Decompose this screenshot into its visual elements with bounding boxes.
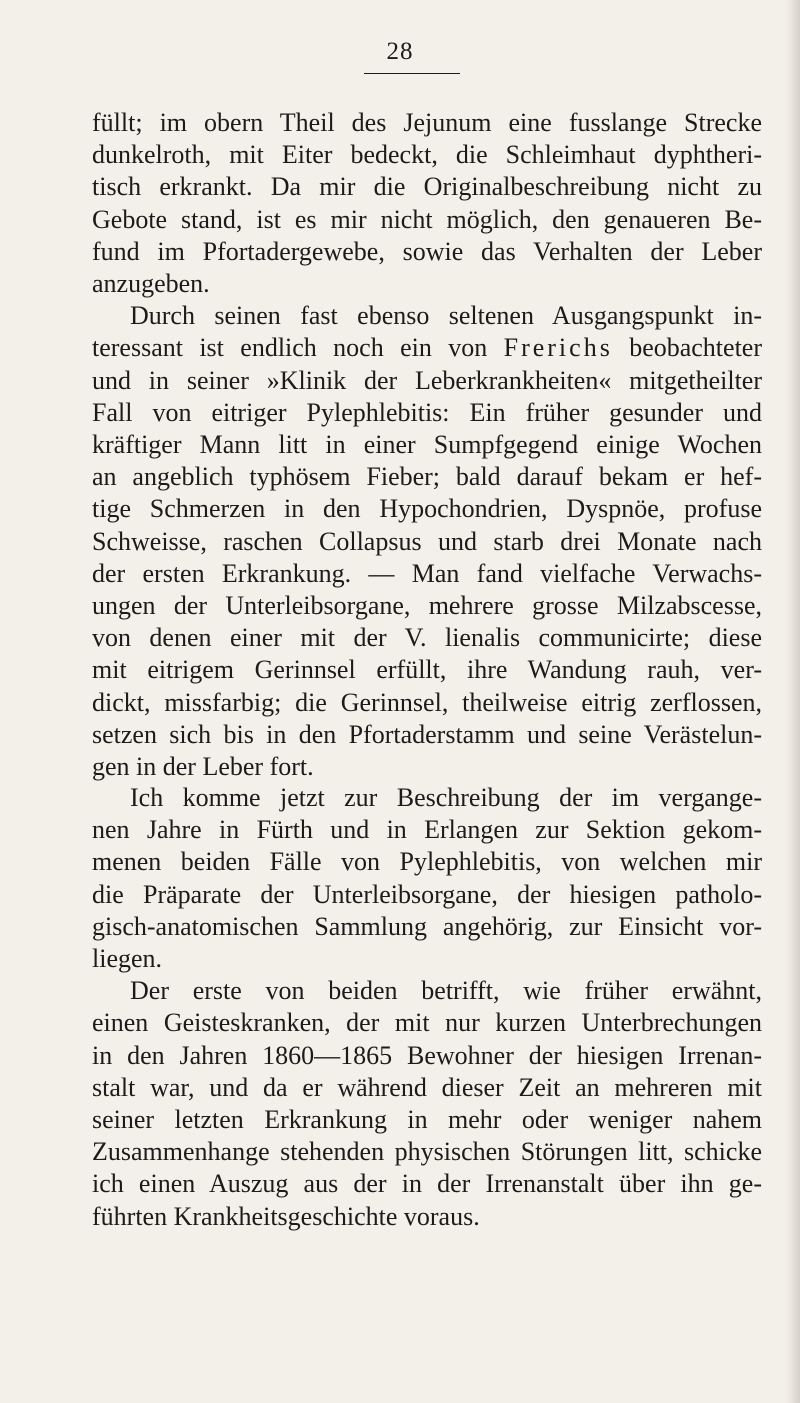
text-line: menen beiden Fälle von Pylephlebitis, von welchen mir [92,847,762,877]
text-line: ungen der Unterleibsorgane, mehrere grosse Milzabscesse, [92,591,762,621]
text-line: tisch erkrankt. Da mir die Originalbeschreibung nicht zu [92,172,762,202]
text-line: liegen. [92,944,163,974]
paragraph [92,107,762,300]
text-block-upper [92,107,762,783]
text-line: Durch seinen fast ebenso seltenen Ausgangspunkt in- [130,301,762,331]
text-line: dunkelroth, mit Eiter bedeckt, die Schleimhaut dyphtheri- [92,140,762,170]
text-line: der ersten Erkrankung. — Man fand vielfache Verwachs- [92,558,762,588]
text-line: setzen sich bis in den Pfortaderstamm und seine Verästelun- [92,719,762,749]
text-line: Der erste von beiden betrifft, wie früher erwähnt, [130,976,762,1006]
page-number-rule [364,73,460,74]
text-line: stalt war, und da er während dieser Zeit an mehreren mit [92,1072,762,1102]
text-line: ich einen Auszug aus der in der Irrenanstalt über ihn ge- [92,1169,762,1199]
text-line: Schweisse, raschen Collapsus und starb drei Monate nach [92,526,762,556]
text-line: dickt, missfarbig; die Gerinnsel, theilweise eitrig zerflossen, [92,687,762,717]
text-segment: beobachteter [629,333,762,363]
text-line: gisch-anatomischen Sammlung angehörig, zur Einsicht vor- [92,911,762,941]
text-segment: teressant ist endlich noch ein von [92,333,488,363]
text-line: gen in der Leber fort. [92,752,314,782]
text-line: seiner letzten Erkrankung in mehr oder weniger nahem [92,1105,762,1135]
author-name-spaced: Frerichs [503,333,613,363]
text-line: von denen einer mit der V. lienalis communicirte; diese [92,623,762,653]
text-line [92,332,762,364]
text-line: die Präparate der Unterleibsorgane, der hiesigen patholo- [92,879,762,909]
text-line: tige Schmerzen in den Hypochondrien, Dyspnöe, profuse [92,494,762,524]
text-line: Gebote stand, ist es mir nicht möglich, den genaueren Be- [92,204,762,234]
text-line: Zusammenhange stehenden physischen Störungen litt, schicke [92,1137,762,1167]
paragraph [92,782,762,975]
text-line: anzugeben. [92,269,210,299]
text-line: Fall von eitriger Pylephlebitis: Ein früher gesunder und [92,397,762,427]
text-line: in den Jahren 1860—1865 Bewohner der hiesigen Irrenan- [92,1040,762,1070]
text-line: mit eitrigem Gerinnsel erfüllt, ihre Wandung rauh, ver- [92,655,762,685]
text-line: nen Jahre in Fürth und in Erlangen zur Sektion gekom- [92,815,762,845]
text-line: kräftiger Mann litt in einer Sumpfgegend einige Wochen [92,430,762,460]
page-number: 28 [386,38,414,65]
paragraph [92,300,762,783]
text-line: führten Krankheitsgeschichte voraus. [92,1201,480,1231]
text-line: und in seiner »Klinik der Leberkrankheiten« mitgetheilter [92,365,762,395]
paragraph [92,975,762,1233]
page-edge-shadow [786,0,800,1403]
text-block-lower [92,782,762,1233]
text-line: fund im Pfortadergewebe, sowie das Verhalten der Leber [92,236,762,266]
text-line: Ich komme jetzt zur Beschreibung der im vergange- [130,783,762,812]
text-line: an angeblich typhösem Fieber; bald darauf bekam er hef- [92,462,762,492]
text-line: einen Geisteskranken, der mit nur kurzen Unterbrechungen [92,1008,762,1038]
text-line: füllt; im obern Theil des Jejunum eine fusslange Strecke [92,108,762,137]
